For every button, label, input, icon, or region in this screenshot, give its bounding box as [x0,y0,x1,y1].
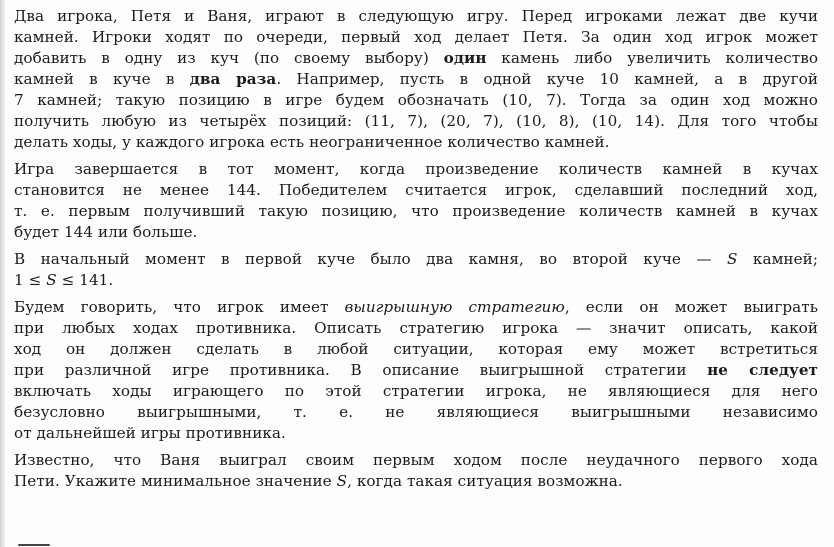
text-run: В начальный момент в первой куче было два камня, во второй куче — [14,250,728,268]
bold-text: один [443,49,487,67]
bold-text: два раза [189,70,277,88]
text-line [14,6,818,27]
text-run: камней; [737,250,818,268]
text-line [14,132,818,153]
scan-edge-shadow [0,0,5,547]
text-line [14,180,818,201]
text-line [14,360,818,381]
text-line [14,471,818,492]
text-line [14,381,818,402]
text-line [14,423,818,444]
text-run: . Например, пусть в одной куче 10 камней, а в другой [276,70,819,88]
text-run: Известно, что Ваня выиграл своим первым ходом после неудачного первого хода [14,451,818,469]
text-run: при любых ходах противника. Описать стратегию игрока — значит описать, какой [14,319,818,337]
text-line [14,201,818,222]
text-line [14,339,818,360]
text-run: делать ходы, у каждого игрока есть неограниченное количество камней. [14,133,610,151]
paragraph-game-rules [14,6,818,153]
text-run: будет 144 или больше. [14,223,198,241]
text-line [14,318,818,339]
text-line [14,402,818,423]
text-line [14,48,818,69]
text-line [14,270,818,291]
text-run: при различной игре противника. В описание выигрышной стратегии [14,361,708,379]
text-run: включать ходы играющего по этой стратегии игрока, не являющиеся для него [14,382,818,400]
text-run: 1 ≤ [14,271,47,289]
text-run: камней в куче в [14,70,190,88]
text-run: , если он может выиграть [564,298,819,316]
text-line [14,159,818,180]
text-line [14,450,818,471]
text-run: Будем говорить, что игрок имеет [14,298,345,316]
text-run: получить любую из четырёх позиций: (11, 7), (20, 7), (10, 8), (10, 14). Для того чтобы [14,112,818,130]
text-line [14,111,818,132]
text-line [14,69,818,90]
text-run: Два игрока, Петя и Ваня, играют в следующую игру. Перед игроками лежат две кучи [14,7,818,25]
text-run: камней. Игроки ходят по очереди, первый ход делает Петя. За один ход игрок может [14,28,818,46]
text-run: ≤ 141. [56,271,114,289]
italic-text: выигрышную стратегию [344,298,565,316]
paragraph-game-end [14,159,818,243]
text-run: , когда такая ситуация возможна. [347,472,623,490]
text-run: безусловно выигрышными, т. е. не являющиеся выигрышными независимо [14,403,818,421]
text-line [14,90,818,111]
italic-text: S [336,472,348,490]
text-line [14,297,818,318]
paragraph-winning-strategy [14,297,818,444]
text-run: Игра завершается в тот момент, когда произведение количеств камней в кучах [14,160,818,178]
italic-text: S [46,271,57,289]
text-run: добавить в одну из куч (по своему выбору) [14,49,444,67]
text-run: 7 камней; такую позицию в игре будем обозначать (10, 7). Тогда за один ход можно [14,91,818,109]
text-run: ход он должен сделать в любой ситуации, которая ему может встретиться [14,340,818,358]
text-run: т. е. первым получивший такую позицию, что произведение количеств камней в кучах [14,202,818,220]
text-line [14,27,818,48]
text-line [14,222,818,243]
cropped-next-line [18,539,50,547]
paragraph-question [14,450,818,492]
text-line [14,249,818,270]
text-run: Пети. Укажите минимальное значение [14,472,337,490]
text-run: становится не менее 144. Победителем считается игрок, сделавший последний ход, [14,181,818,199]
paragraph-initial-state [14,249,818,291]
text-run: от дальнейшей игры противника. [14,424,286,442]
bold-text: не следует [707,361,818,379]
text-run: камень либо увеличить количество [486,49,819,67]
italic-text: S [727,250,738,268]
